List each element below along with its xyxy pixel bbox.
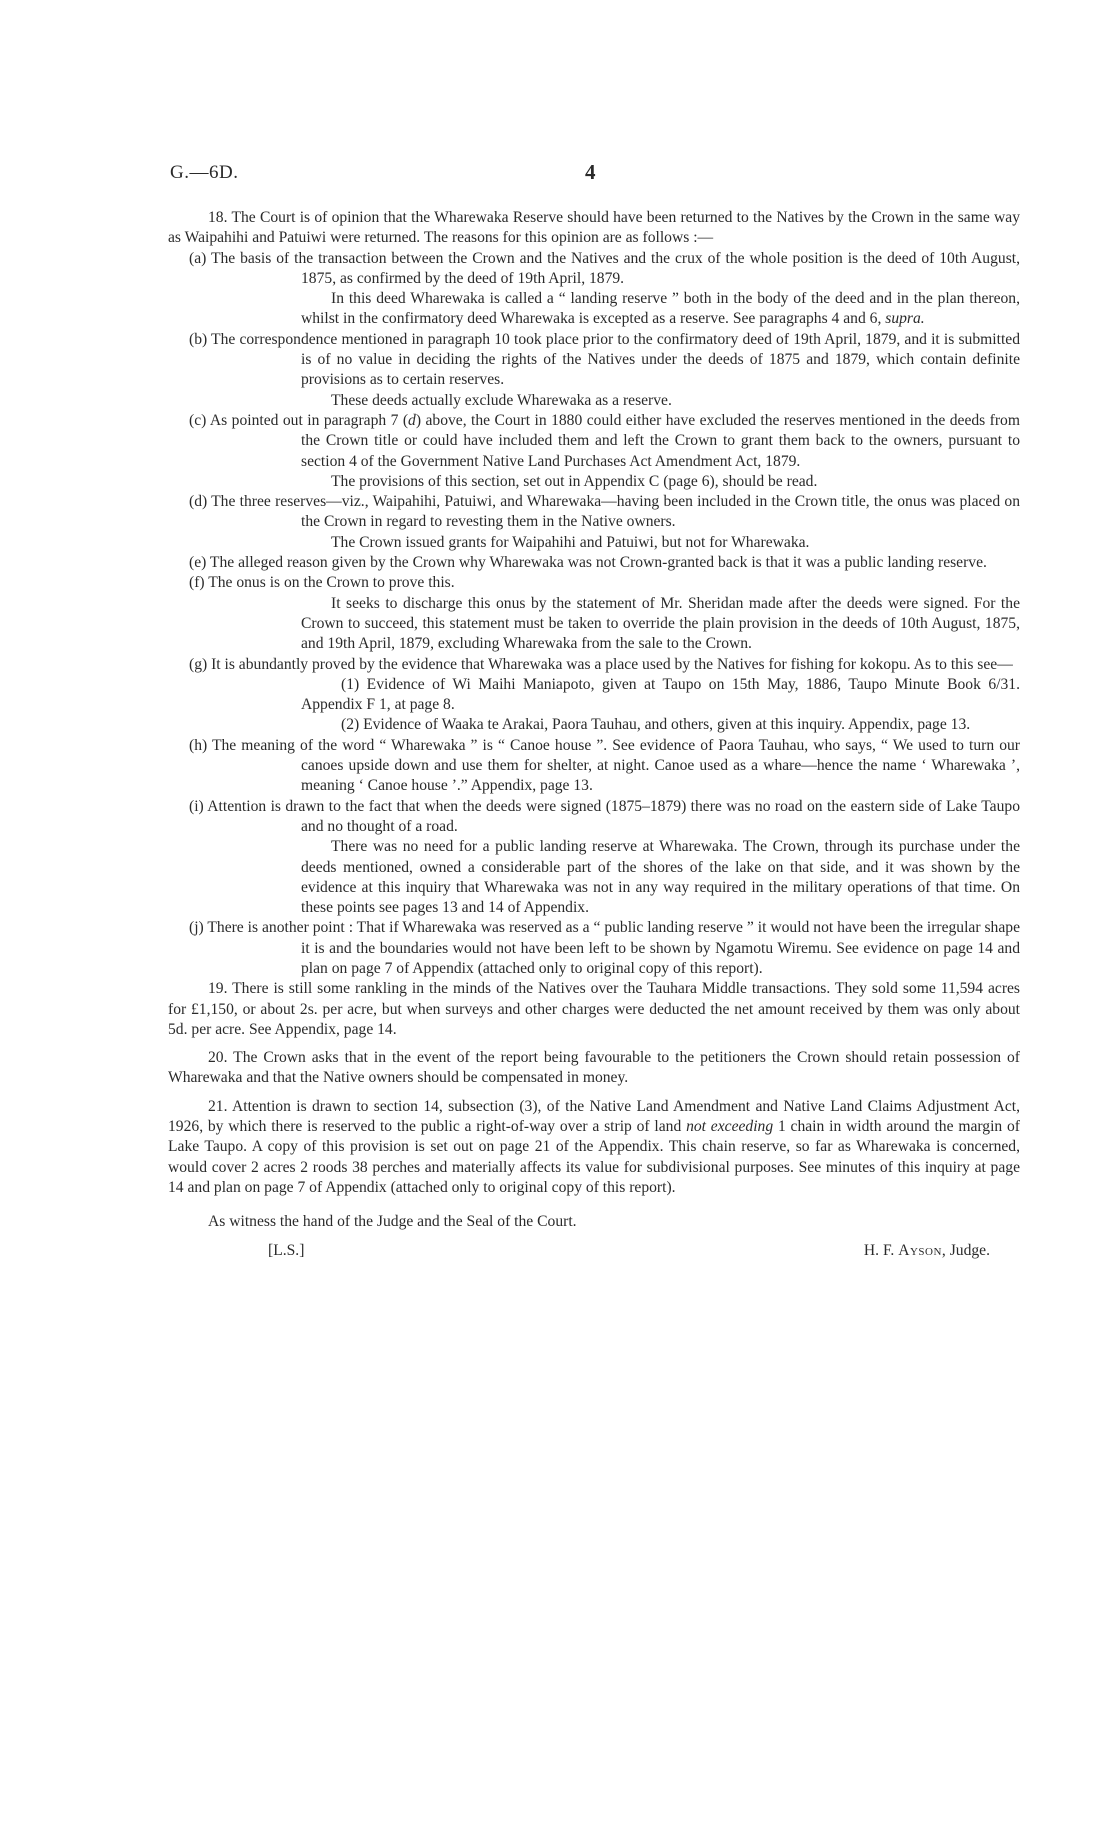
paragraph-18-intro: 18. The Court is of opinion that the Wharewaka Reserve should have been returned to the Natives by the Crown in the same way as Waipahihi and Patuiwi were returned. The reasons for this opinion are as follows :—	[168, 209, 1020, 247]
judge-name: Ayson	[898, 1241, 942, 1259]
document-body	[168, 208, 1020, 1265]
paragraph-19: 19. There is still some rankling in the minds of the Natives over the Tauhara Middle transactions. They sold some 11,594 acres for £1,150, or about 2s. per acre, but when surveys and other charges were deducted the net amount received by them was only about 5d. per acre. See Appendix, page 14.	[168, 980, 1020, 1038]
item-f: (f) The onus is on the Crown to prove this.	[189, 574, 455, 592]
paragraph-21-text-1: 21. Attention is drawn to section 14, subsection (3), of the Native Land Amendment and Native Land Claims Adjustment Act, 1926, by which there is reserved to the public a right-of-way over a strip of land	[168, 1097, 1020, 1136]
witness-line: As witness the hand of the Judge and the Seal of the Court.	[208, 1213, 577, 1231]
item-c-text-2: ) above, the Court in 1880 could either have excluded the reserves mentioned in the deeds from the Crown title or could have included them and left the Crown to grant them back to the owners, pursuant to section 4 of the Government Native Land Purchases Act Amendment Act, 1879.	[301, 411, 1020, 470]
judge-initials: H. F.	[863, 1241, 899, 1259]
item-d: (d) The three reserves—viz., Waipahihi, Patuiwi, and Wharewaka—having been included in the Crown title, the onus was placed on the Crown in regard to revesting them in the Native owners.	[189, 493, 1020, 531]
item-c-continuation: The provisions of this section, set out in Appendix C (page 6), should be read.	[331, 472, 818, 490]
item-j: (j) There is another point : That if Wharewaka was reserved as a “ public landing reserve ” it would not have been the irregular shape it is and the boundaries would not have been left to be shown by Ngamotu Wiremu. See evidence on page 14 and plan on page 7 of Appendix (attached only to original copy of this report).	[189, 919, 1020, 977]
item-g: (g) It is abundantly proved by the evidence that Wharewaka was a place used by the Natives for fishing for kokopu. As to this see—	[189, 655, 1013, 673]
paragraph-21-emphasis: not exceeding	[686, 1118, 774, 1136]
item-a: (a) The basis of the transaction between the Crown and the Natives and the crux of the whole position is the deed of 10th August, 1875, as confirmed by the deed of 19th April, 1879.	[189, 249, 1020, 287]
document-reference: G.—6D.	[170, 162, 239, 183]
seal-mark: [L.S.]	[268, 1241, 305, 1259]
item-f-continuation: It seeks to discharge this onus by the statement of Mr. Sheridan made after the deeds were signed. For the Crown to succeed, this statement must be taken to override the plain provision in the deeds of 10th August, 1875, and 19th April, 1879, excluding Wharewaka from the sale to the Crown.	[301, 594, 1020, 653]
item-a-continuation	[168, 289, 1020, 330]
item-h: (h) The meaning of the word “ Wharewaka ” is “ Canoe house ”. See evidence of Paora Tauhau, who says, “ We used to turn our canoes upside down and use them for shelter, at night. Canoe used as a whare—hence the name ‘ Wharewaka ’, meaning ‘ Canoe house ’.” Appendix, page 13.	[189, 736, 1020, 795]
item-c	[168, 411, 1020, 472]
item-g-sub-1: (1) Evidence of Wi Maihi Maniapoto, given at Taupo on 15th May, 1886, Taupo Minute Book 6/31. Appendix F 1, at page 8.	[301, 675, 1020, 714]
item-b: (b) The correspondence mentioned in paragraph 10 took place prior to the confirmatory deed of 19th April, 1879, and it is submitted is of no value in deciding the rights of the Natives under the deeds of 1875 and 1879, which contain definite provisions as to certain reserves.	[189, 330, 1020, 389]
item-d-continuation: The Crown issued grants for Waipahihi and Patuiwi, but not for Wharewaka.	[331, 533, 810, 551]
item-a-emphasis: supra.	[885, 310, 925, 328]
item-c-emphasis: d	[408, 411, 416, 429]
item-c-text-1: (c) As pointed out in paragraph 7 (	[189, 411, 409, 429]
page-number: 4	[585, 160, 596, 184]
paragraph-21	[168, 1097, 1020, 1198]
item-e: (e) The alleged reason given by the Crown why Wharewaka was not Crown-granted back is that it was a public landing reserve.	[189, 554, 987, 572]
item-b-continuation: These deeds actually exclude Wharewaka as a reserve.	[331, 391, 672, 409]
item-g-sub-2: (2) Evidence of Waaka te Arakai, Paora Tauhau, and others, given at this inquiry. Appendix, page 13.	[341, 716, 971, 734]
judge-title: , Judge.	[941, 1241, 990, 1259]
signature-block	[168, 1241, 1020, 1265]
paragraph-21-text-2: 1 chain in width around the margin of Lake Taupo. A copy of this provision is set out on page 21 of the Appendix. This chain reserve, so far as Wharewaka is concerned, would cover 2 acres 2 roods 38 perches and materially affects its value for subdivisional purposes. See minutes of this inquiry at page 14 and plan on page 7 of Appendix (attached only to original copy of this report).	[168, 1118, 1020, 1196]
item-i: (i) Attention is drawn to the fact that when the deeds were signed (1875–1879) there was no road on the eastern side of Lake Taupo and no thought of a road.	[189, 797, 1020, 835]
item-i-continuation: There was no need for a public landing reserve at Wharewaka. The Crown, through its purchase under the deeds mentioned, owned a considerable part of the shores of the lake on that side, and it was shown by the evidence at this inquiry that Wharewaka was not in any way required in the military operations of that time. On these points see pages 13 and 14 of Appendix.	[301, 838, 1020, 917]
item-a-continuation-text: In this deed Wharewaka is called a “ landing reserve ” both in the body of the deed and in the plan thereon, whilst in the confirmatory deed Wharewaka is excepted as a reserve. See paragraphs 4 and 6,	[301, 290, 1020, 328]
judge-signature	[864, 1241, 990, 1261]
paragraph-20: 20. The Crown asks that in the event of the report being favourable to the petitioners the Crown should retain possession of Wharewaka and that the Native owners should be compensated in money.	[168, 1049, 1020, 1087]
